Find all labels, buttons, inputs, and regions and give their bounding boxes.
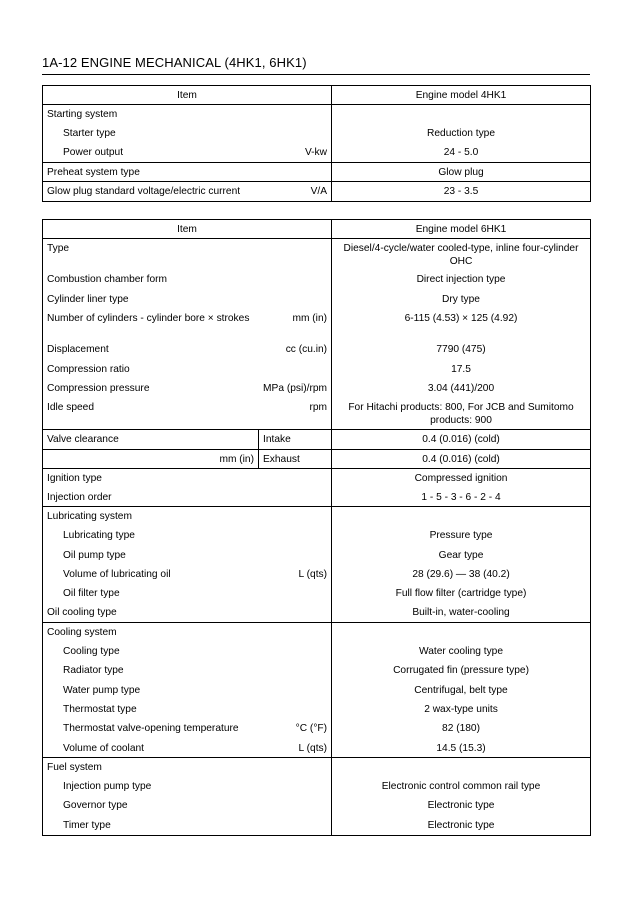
col-item-header: Item	[177, 90, 197, 101]
section-label: Lubricating system	[43, 507, 332, 526]
item-value: Electronic type	[332, 816, 591, 835]
spec-table-6hk1	[42, 219, 591, 836]
item-value: 6-115 (4.53) × 125 (4.92)	[332, 309, 591, 341]
item-label: Combustion chamber form	[47, 274, 168, 286]
item-value: For Hitachi products: 800, For JCB and Sumitomo products: 900	[332, 398, 591, 430]
item-value: Water cooling type	[332, 642, 591, 661]
table-header-row	[43, 220, 591, 239]
item-label: Lubricating type	[63, 530, 135, 542]
section-label: Cooling system	[43, 623, 332, 642]
table-row	[43, 816, 591, 835]
item-label: Displacement	[47, 344, 109, 356]
item-value: Compressed ignition	[332, 468, 591, 487]
table-row	[43, 642, 591, 661]
table-row	[43, 546, 591, 565]
table-row	[43, 163, 591, 182]
item-label: Governor type	[63, 800, 128, 812]
item-label: Number of cylinders - cylinder bore × strokes	[47, 312, 250, 324]
table-row	[43, 526, 591, 545]
col-model-header: Engine model 6HK1	[332, 220, 591, 239]
item-label: Oil filter type	[63, 588, 120, 600]
item-label: Timer type	[63, 819, 111, 831]
item-label: Cooling type	[63, 646, 120, 658]
item-unit: rpm	[309, 402, 328, 414]
header-rule	[42, 74, 590, 75]
item-value: Electronic type	[332, 796, 591, 815]
table-row	[43, 124, 591, 143]
section-label: Fuel system	[43, 758, 332, 777]
table-row	[43, 739, 591, 758]
item-value: Glow plug	[332, 163, 591, 182]
item-value: 3.04 (441)/200	[332, 379, 591, 398]
table-row	[43, 507, 591, 526]
item-value: 2 wax-type units	[332, 700, 591, 719]
item-value: Diesel/4-cycle/water cooled-type, inline four-cylinder OHC	[332, 239, 591, 271]
item-label: Water pump type	[63, 684, 141, 696]
item-label: Radiator type	[63, 665, 124, 677]
table-row	[43, 488, 591, 507]
table-row	[43, 239, 591, 271]
item-value: 28 (29.6) — 38 (40.2)	[332, 565, 591, 584]
item-label: Compression pressure	[47, 382, 150, 394]
item-value: 1 - 5 - 3 - 6 - 2 - 4	[332, 488, 591, 507]
item-label: Oil pump type	[63, 549, 126, 561]
table-row	[43, 449, 591, 468]
table-row	[43, 777, 591, 796]
item-sublabel: Intake	[259, 430, 332, 449]
table-row	[43, 758, 591, 777]
item-value: 82 (180)	[332, 719, 591, 738]
table-row	[43, 309, 591, 341]
item-label: Ignition type	[43, 468, 332, 487]
table-row	[43, 398, 591, 430]
table-row	[43, 681, 591, 700]
page-title: 1A-12 ENGINE MECHANICAL (4HK1, 6HK1)	[42, 55, 307, 70]
item-value: 14.5 (15.3)	[332, 739, 591, 758]
section-label: Starting system	[43, 105, 332, 124]
table-row	[43, 105, 591, 124]
item-unit: V-kw	[304, 147, 328, 159]
item-unit: mm (in)	[43, 449, 259, 468]
item-label: Injection order	[47, 491, 112, 503]
item-unit: MPa (psi)/rpm	[263, 382, 328, 394]
item-value: Full flow filter (cartridge type)	[332, 584, 591, 603]
item-unit: V/A	[259, 182, 332, 201]
item-value: Reduction type	[332, 124, 591, 143]
item-value: Built-in, water-cooling	[332, 603, 591, 622]
item-value: 24 - 5.0	[332, 143, 591, 162]
table-row	[43, 430, 591, 449]
col-model-header: Engine model 4HK1	[332, 86, 591, 105]
table-row	[43, 565, 591, 584]
item-value: Electronic control common rail type	[332, 777, 591, 796]
item-value: 7790 (475)	[332, 340, 591, 359]
item-value: 23 - 3.5	[332, 182, 591, 201]
item-label: Oil cooling type	[47, 607, 117, 619]
item-label: Type	[43, 239, 332, 271]
item-label: Volume of lubricating oil	[63, 568, 171, 580]
spec-table-4hk1	[42, 85, 591, 202]
col-item-header: Item	[177, 224, 197, 235]
item-sublabel: Exhaust	[259, 449, 332, 468]
item-unit: cc (cu.in)	[285, 344, 328, 356]
item-value: Dry type	[332, 290, 591, 309]
item-label: Starter type	[63, 128, 116, 140]
item-unit: L (qts)	[298, 568, 328, 580]
item-label: Preheat system type	[43, 163, 259, 182]
table-row	[43, 270, 591, 289]
table-row	[43, 290, 591, 309]
table-row	[43, 719, 591, 738]
item-unit: °C (°F)	[295, 723, 328, 735]
item-unit: L (qts)	[298, 742, 328, 754]
item-label: Power output	[63, 147, 124, 159]
item-label: Injection pump type	[63, 781, 152, 793]
item-label: Compression ratio	[47, 363, 130, 375]
item-label: Thermostat type	[63, 703, 137, 715]
item-unit: mm (in)	[292, 312, 328, 324]
item-value: Direct injection type	[332, 270, 591, 289]
table-header-row	[43, 86, 591, 105]
table-row	[43, 143, 591, 162]
table-row	[43, 700, 591, 719]
item-value: Corrugated fin (pressure type)	[332, 661, 591, 680]
item-label: Cylinder liner type	[47, 293, 129, 305]
item-value: 0.4 (0.016) (cold)	[332, 430, 591, 449]
item-label: Thermostat valve-opening temperature	[63, 723, 239, 735]
table-row	[43, 796, 591, 815]
item-value: Centrifugal, belt type	[332, 681, 591, 700]
item-value: Pressure type	[332, 526, 591, 545]
item-label: Idle speed	[47, 402, 95, 414]
item-value: 17.5	[332, 360, 591, 379]
table-row	[43, 661, 591, 680]
table-row	[43, 468, 591, 487]
item-label: Valve clearance	[43, 430, 259, 449]
item-label: Volume of coolant	[63, 742, 144, 754]
item-value: 0.4 (0.016) (cold)	[332, 449, 591, 468]
page-header	[42, 55, 590, 75]
table-row	[43, 584, 591, 603]
table-row	[43, 360, 591, 379]
table-row	[43, 379, 591, 398]
item-label: Glow plug standard voltage/electric current	[43, 182, 259, 201]
table-row	[43, 182, 591, 201]
item-value: Gear type	[332, 546, 591, 565]
table-row	[43, 623, 591, 642]
table-row	[43, 340, 591, 359]
table-row	[43, 603, 591, 622]
